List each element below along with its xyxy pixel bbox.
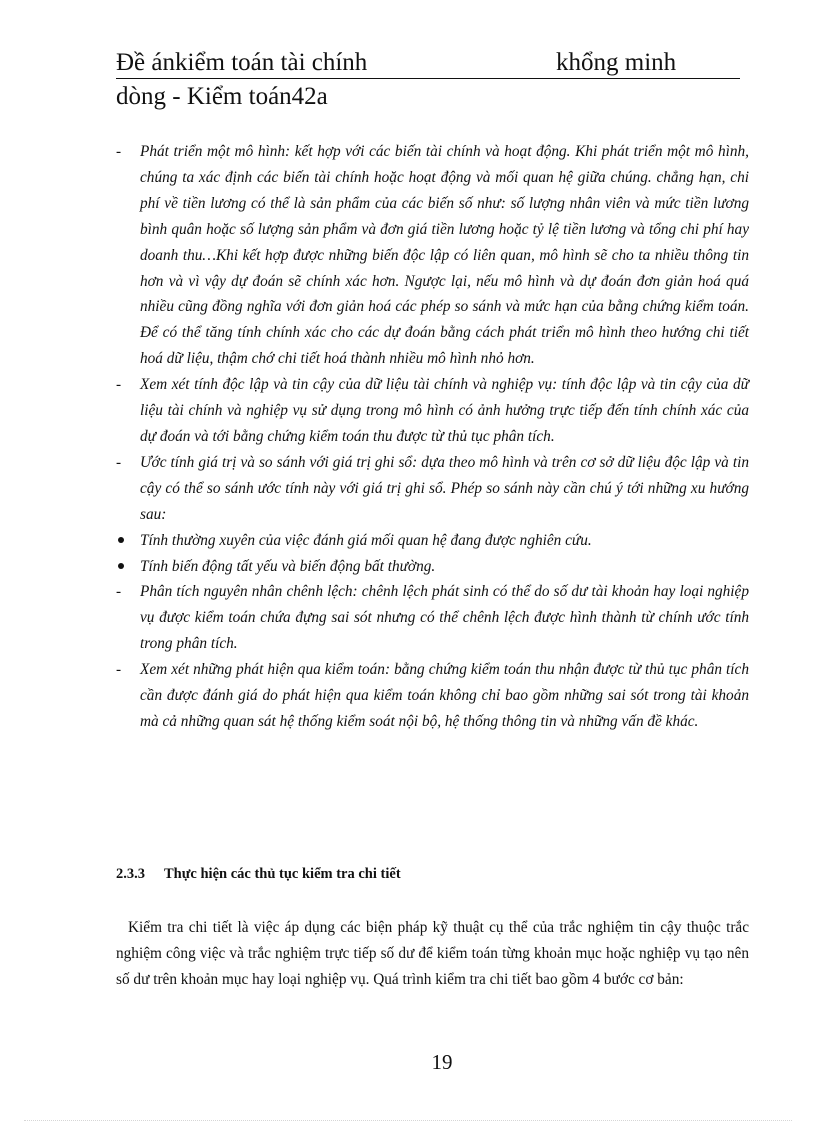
bullet-icon xyxy=(118,537,124,543)
page-number: 19 xyxy=(431,1050,453,1074)
list-item xyxy=(116,554,749,580)
dash-marker: - xyxy=(116,583,122,601)
list-item xyxy=(116,579,749,657)
section-heading xyxy=(116,866,401,883)
list-item xyxy=(116,139,749,372)
page-edge-divider xyxy=(24,1120,792,1121)
section-title: Thực hiện các thủ tục kiểm tra chi tiết xyxy=(164,866,401,882)
item-list xyxy=(116,139,749,735)
document-header xyxy=(116,48,740,79)
list-item-text: Phân tích nguyên nhân chênh lệch: chênh lệch phát sinh có thể do số dư tài khoản hay loại nghiệp vụ được kiểm toán chứa đựng sai sót nhưng có thể chênh lệch được hình thành từ chính ước tính trong phân tích. xyxy=(140,583,749,653)
list-item-text: Phát triển một mô hình: kết hợp với các biến tài chính và hoạt động. Khi phát triển một mô hình, chúng ta xác định các biến tài chính hoặc hoạt động và mối quan hệ giữa chúng. chẳng hạn, chi phí về tiền lương có thể là sản phẩm của các biến số như: số lượng nhân viên và mức tiền lương bình quân hoặc số lượng sản phẩm và đơn giá tiền lương hoặc tỷ lệ tiền lương và tổng chi phí hay doanh thu…Khi kết hợp được những biến độc lập có liên quan, mô hình sẽ cho ta nhiều thông tin hơn và vì vậy dự đoán sẽ chính xác hơn. Ngược lại, nếu mô hình và dự đoán đơn giản hoá quá nhiều cũng đồng nghĩa với đơn giản hoá các phép so sánh và mức hạn của bằng chứng kiểm toán. Để có thể tăng tính chính xác cho các dự đoán bằng cách phát triển mô hình theo hướng chi tiết hoá dữ liệu, thậm chớ chi tiết hoá thành nhiều mô hình nhỏ hơn. xyxy=(140,143,749,368)
list-item xyxy=(116,657,749,735)
list-item xyxy=(116,450,749,528)
header-title-right: khổng minh xyxy=(556,49,677,76)
dash-marker: - xyxy=(116,376,122,394)
dash-marker: - xyxy=(116,453,122,471)
body-paragraph: Kiểm tra chi tiết là việc áp dụng các biện pháp kỹ thuật cụ thể của trắc nghiệm tin cậy thuộc trắc nghiệm công việc và trắc nghiệm trực tiếp số dư để kiểm toán từng khoản mục hoặc nghiệp vụ tạo nên số dư trên khoản mục hay loại nghiệp vụ. Quá trình kiểm tra chi tiết bao gồm 4 bước cơ bản: xyxy=(116,919,749,988)
list-item-text: Xem xét tính độc lập và tin cậy của dữ liệu tài chính và nghiệp vụ: tính độc lập và tin cậy của dữ liệu tài chính và nghiệp vụ sử dụng trong mô hình có ảnh hưởng trực tiếp đến tính chính xác của dự đoán và tới bằng chứng kiểm toán thu được từ thủ tục phân tích. xyxy=(140,376,749,445)
dash-marker: - xyxy=(116,661,122,679)
dash-marker: - xyxy=(116,143,122,160)
section-number: 2.3.3 xyxy=(116,866,145,882)
header-title-left: Đề ánkiểm toán tài chính xyxy=(116,49,368,76)
list-item-text: Tính biến động tất yếu và biến động bất thường. xyxy=(140,557,436,575)
list-item-text: Tính thường xuyên của việc đánh giá mối quan hệ đang được nghiên cứu. xyxy=(140,531,592,549)
list-item xyxy=(116,372,749,450)
header-subtitle: dòng - Kiểm toán42a xyxy=(116,83,328,110)
list-item xyxy=(116,528,749,554)
list-item-text: Xem xét những phát hiện qua kiểm toán: bằng chứng kiểm toán thu nhận được từ thủ tục phân tích cần được đánh giá do phát hiện qua kiểm toán không chỉ bao gồm những sai sót trong tài khoản mà cả những quan sát hệ thống kiểm soát nội bộ, hệ thống thông tin và những vấn đề khác. xyxy=(140,661,749,730)
bullet-icon xyxy=(118,563,124,569)
list-item-text: Ước tính giá trị và so sánh với giá trị ghi sổ: dựa theo mô hình và trên cơ sở dữ liệu độc lập và tin cậy có thể so sánh ước tính này với giá trị ghi sổ. Phép so sánh này cần chú ý tới những xu hướng sau: xyxy=(140,453,749,523)
